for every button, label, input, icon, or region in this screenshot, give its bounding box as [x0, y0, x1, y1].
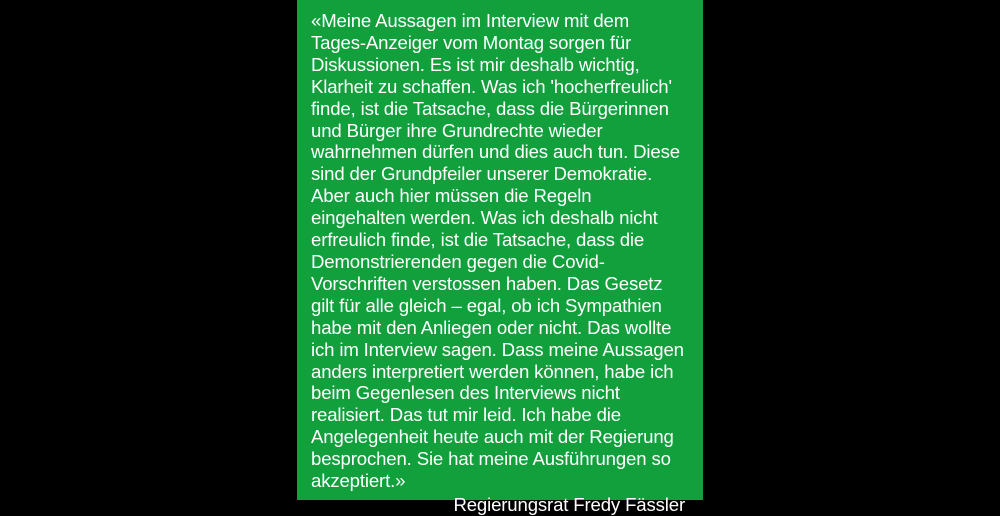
quote-card — [297, 0, 703, 515]
quote-attribution: Regierungsrat Fredy Fässler — [453, 493, 685, 515]
quote-text: «Meine Aussagen im Interview mit dem Tages-Anzeiger vom Montag sorgen für Diskussionen. Es ist mir deshalb wichtig, Klarheit zu schaffen. Was ich 'hocherfreulich' finde, ist die Tatsache, dass die Bürgerinnen und Bürger ihre Grundrechte wieder wahrnehmen dürfen und dies auch tun. Diese sind der Grundpfeiler unserer Demokratie. Aber auch hier müssen die Regeln eingehalten werden. Was ich deshalb nicht erfreulich finde, ist die Tatsache, dass die Demonstrierenden gegen die Covid-Vorschriften verstossen haben. Das Gesetz gilt für alle gleich – egal, ob ich Sympathien habe mit den Anliegen oder nicht. Das wollte ich im Interview sagen. Dass meine Aussagen anders interpretiert werden können, habe ich beim Gegenlesen des Interviews nicht realisiert. Das tut mir leid. Ich habe die Angelegenheit heute auch mit der Regierung besprochen. Sie hat meine Ausführungen so akzeptiert.» — [311, 10, 689, 492]
